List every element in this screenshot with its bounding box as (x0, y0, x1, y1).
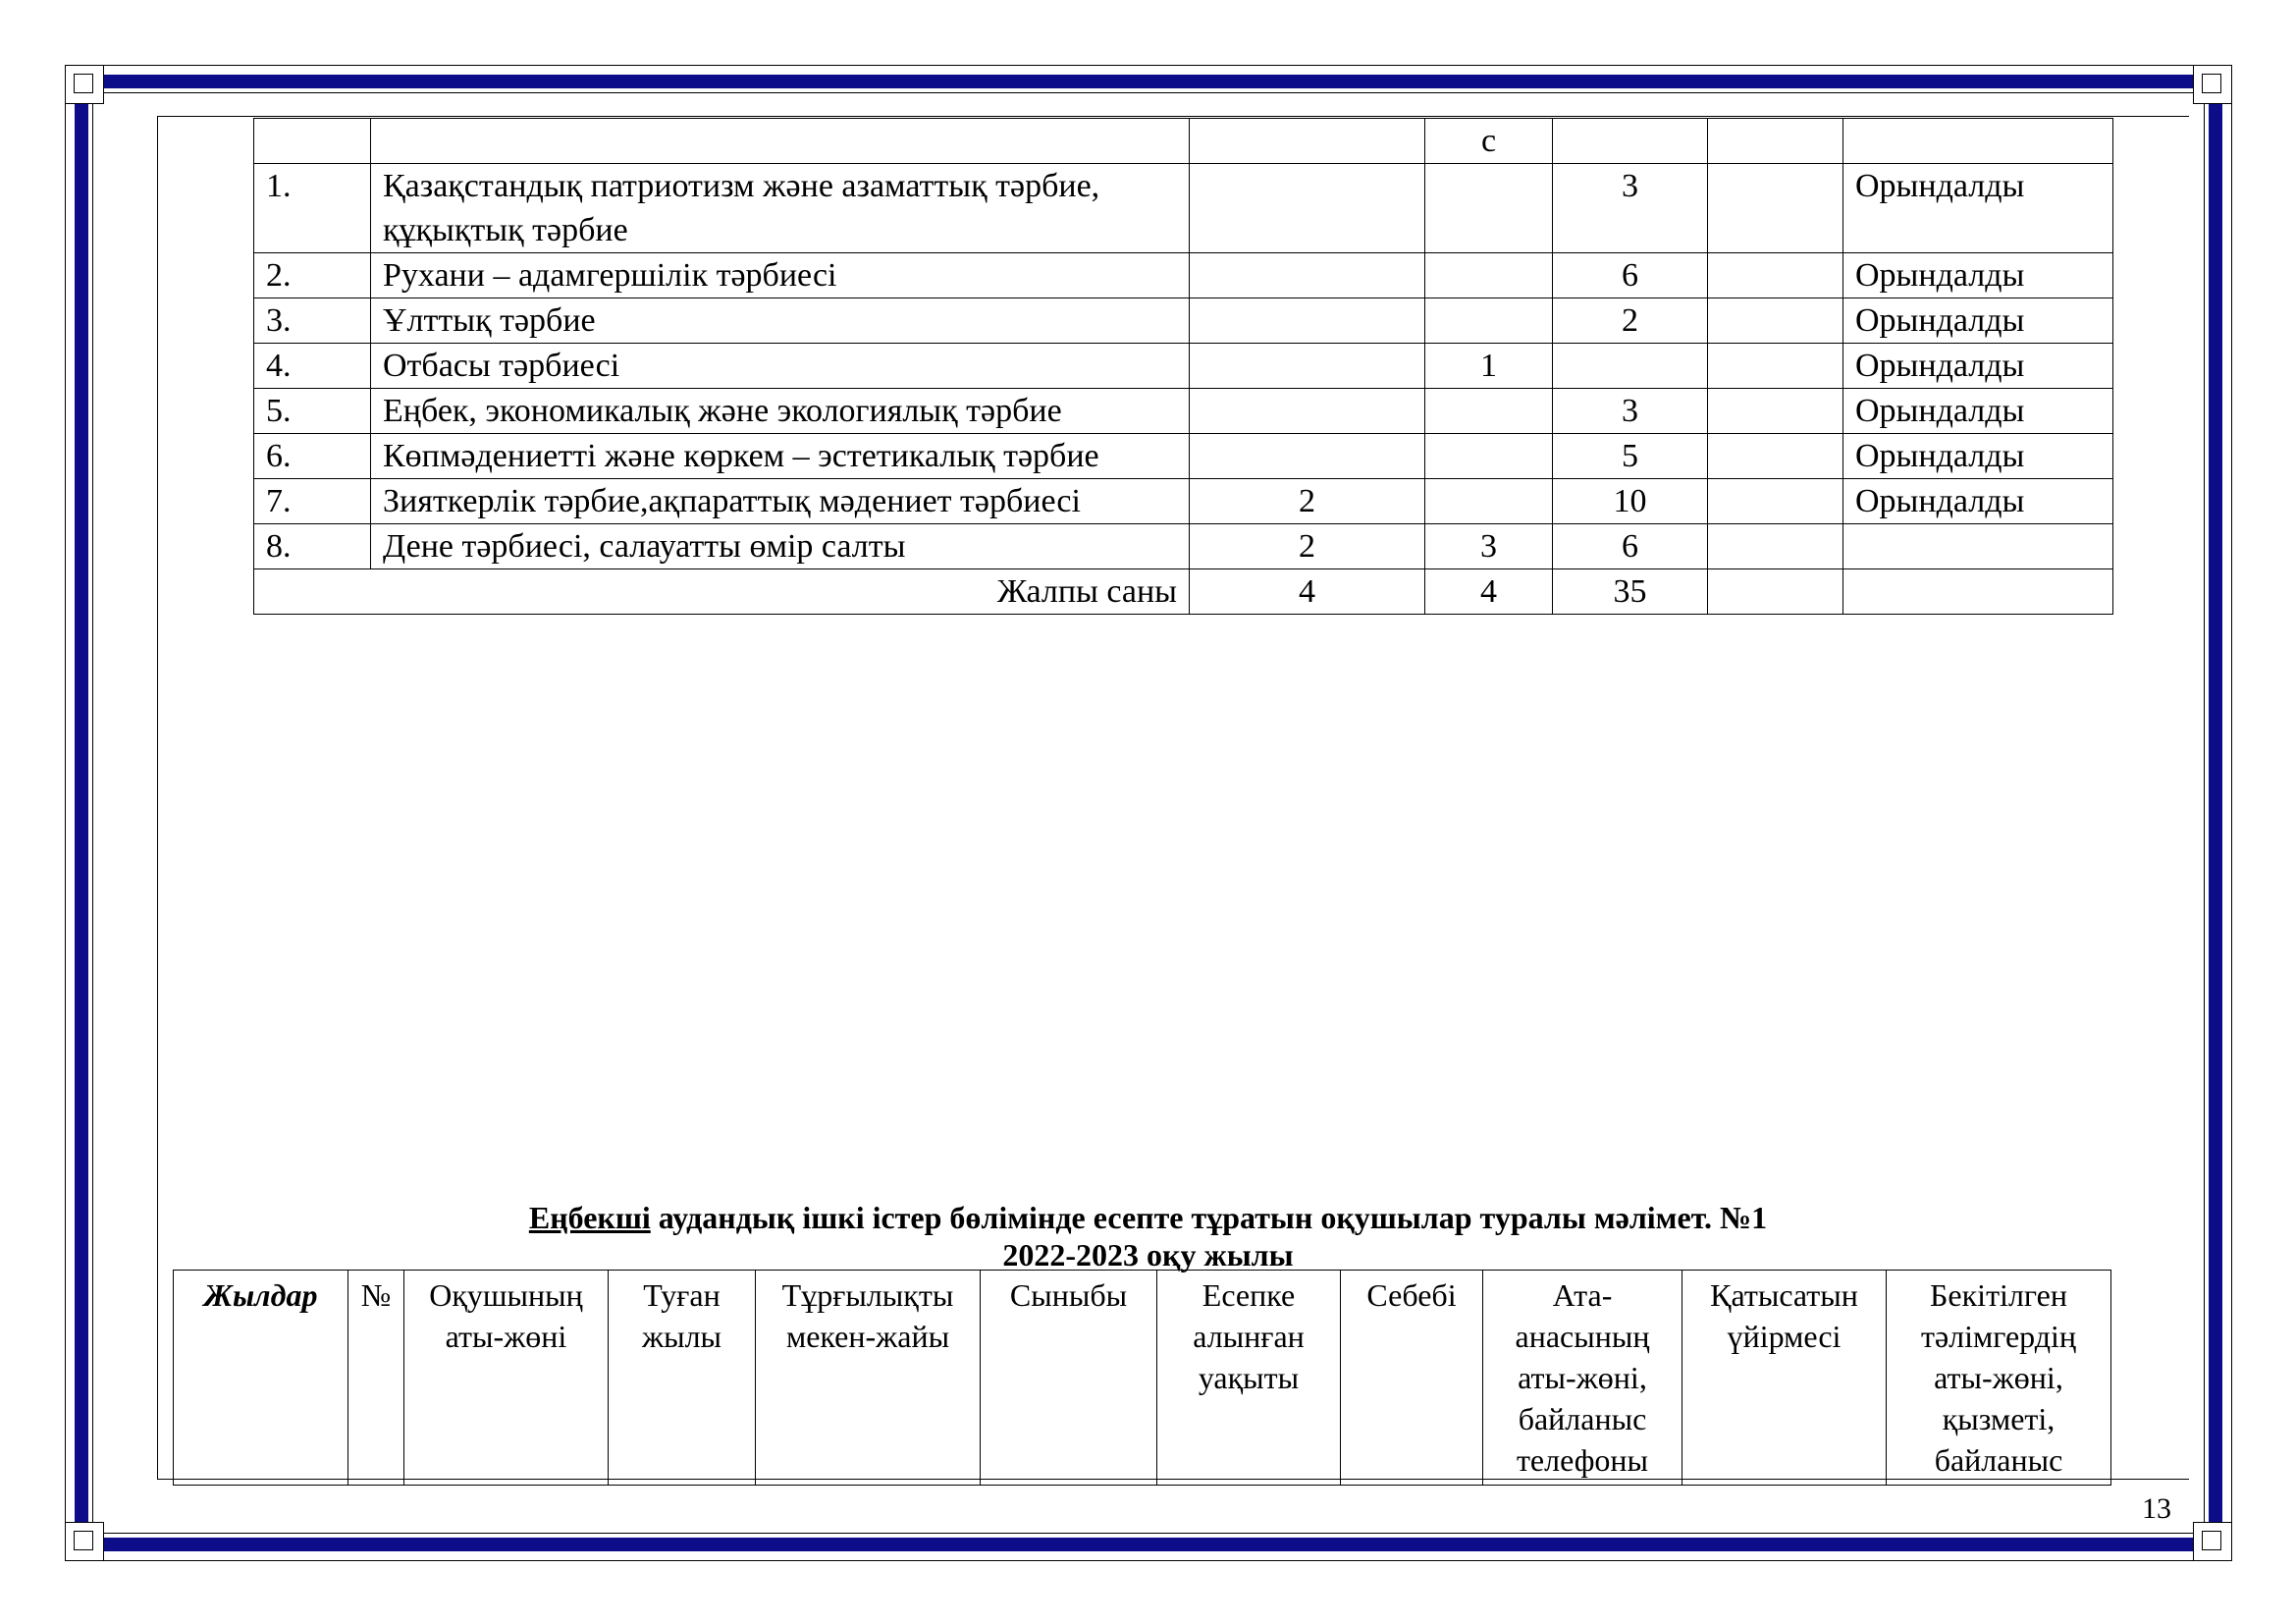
frame-corner-ornament (2193, 65, 2232, 104)
frame-corner-ornament (65, 1522, 104, 1561)
row-value (1708, 434, 1843, 479)
header-cell (254, 119, 371, 164)
table-row (254, 479, 2113, 524)
header-cell (1553, 119, 1708, 164)
row-name: Рухани – адамгершілік тәрбиесі (371, 253, 1190, 298)
frame-corner-ornament (65, 65, 104, 104)
section-title (0, 1198, 2296, 1237)
header-birth-year: Туған жылы (609, 1271, 756, 1486)
table-row (254, 434, 2113, 479)
row-name: Қазақстандық патриотизм және азаматтық тәрбие, құқықтық тәрбие (371, 164, 1190, 253)
frame-corner-ornament (2193, 1522, 2232, 1561)
row-value (1708, 344, 1843, 389)
section-title-underlined: Еңбекші (528, 1200, 651, 1235)
header-number: № (348, 1271, 404, 1486)
row-name: Еңбек, экономикалық және экологиялық тәрбие (371, 389, 1190, 434)
row-value (1708, 479, 1843, 524)
header-cell (371, 119, 1190, 164)
row-value: 5 (1553, 434, 1708, 479)
row-value: 1 (1425, 344, 1553, 389)
row-value: 2 (1190, 479, 1425, 524)
total-status (1843, 569, 2113, 615)
row-value (1190, 164, 1425, 253)
table-row (254, 344, 2113, 389)
row-number: 4. (254, 344, 371, 389)
row-value (1425, 479, 1553, 524)
row-value (1190, 434, 1425, 479)
row-name: Дене тәрбиесі, салауатты өмір салты (371, 524, 1190, 569)
row-value (1190, 253, 1425, 298)
row-number: 3. (254, 298, 371, 344)
header-reason: Себебі (1341, 1271, 1483, 1486)
header-class: Сыныбы (981, 1271, 1157, 1486)
row-name: Көпмәдениетті және көркем – эстетикалық тәрбие (371, 434, 1190, 479)
row-value: 6 (1553, 524, 1708, 569)
total-value: 35 (1553, 569, 1708, 615)
header-years: Жылдар (174, 1271, 348, 1486)
total-value: 4 (1425, 569, 1553, 615)
row-status: Орындалды (1843, 434, 2113, 479)
total-label: Жалпы саны (254, 569, 1190, 615)
page-number: 13 (2142, 1492, 2171, 1525)
row-value (1190, 389, 1425, 434)
row-status: Орындалды (1843, 479, 2113, 524)
row-status: Орындалды (1843, 389, 2113, 434)
row-status (1843, 524, 2113, 569)
row-value: 10 (1553, 479, 1708, 524)
header-cell (1190, 119, 1425, 164)
section-title-rest: аудандық ішкі істер бөлімінде есепте тұратын оқушылар туралы мәлімет. №1 (650, 1200, 1768, 1235)
section-subtitle: 2022-2023 оқу жылы (1002, 1237, 1294, 1272)
row-value: 6 (1553, 253, 1708, 298)
row-value (1708, 253, 1843, 298)
row-number: 1. (254, 164, 371, 253)
table-row (254, 389, 2113, 434)
row-number: 8. (254, 524, 371, 569)
header-club: Қатысатын үйірмесі (1682, 1271, 1887, 1486)
row-value (1190, 344, 1425, 389)
row-value: 2 (1553, 298, 1708, 344)
row-value (1190, 298, 1425, 344)
row-number: 5. (254, 389, 371, 434)
table-header-row (174, 1271, 2111, 1486)
header-mentor: Бекітілген тәлімгердің аты-жөні, қызметі, байланыс (1887, 1271, 2111, 1486)
row-number: 2. (254, 253, 371, 298)
row-value (1553, 344, 1708, 389)
header-student-name: Оқушының аты-жөні (404, 1271, 609, 1486)
row-value (1708, 524, 1843, 569)
row-status: Орындалды (1843, 344, 2113, 389)
row-value: 3 (1425, 524, 1553, 569)
row-value: 2 (1190, 524, 1425, 569)
header-address: Тұрғылықты мекен-жайы (756, 1271, 981, 1486)
education-work-table (253, 118, 2113, 615)
row-value (1708, 389, 1843, 434)
header-registered-time: Есепке алынған уақыты (1157, 1271, 1341, 1486)
row-value (1425, 298, 1553, 344)
row-status: Орындалды (1843, 253, 2113, 298)
total-row (254, 569, 2113, 615)
table-row (254, 524, 2113, 569)
table-row (254, 298, 2113, 344)
row-value (1425, 164, 1553, 253)
header-cell (1843, 119, 2113, 164)
header-cell (1708, 119, 1843, 164)
row-value (1425, 389, 1553, 434)
total-value (1708, 569, 1843, 615)
total-value: 4 (1190, 569, 1425, 615)
content-margin-line (157, 116, 2189, 117)
row-value (1425, 253, 1553, 298)
row-status: Орындалды (1843, 164, 2113, 253)
row-value: 3 (1553, 389, 1708, 434)
header-parents: Ата-анасының аты-жөні, байланыс телефоны (1483, 1271, 1682, 1486)
row-value (1425, 434, 1553, 479)
row-value (1708, 298, 1843, 344)
row-value: 3 (1553, 164, 1708, 253)
students-registry-table (173, 1270, 2111, 1486)
table-row (254, 164, 2113, 253)
row-name: Ұлттық тәрбие (371, 298, 1190, 344)
table-row (254, 253, 2113, 298)
row-number: 7. (254, 479, 371, 524)
row-name: Зияткерлік тәрбие,ақпараттық мәдениет тәрбиесі (371, 479, 1190, 524)
row-number: 6. (254, 434, 371, 479)
row-value (1708, 164, 1843, 253)
row-status: Орындалды (1843, 298, 2113, 344)
row-name: Отбасы тәрбиесі (371, 344, 1190, 389)
header-cell: с (1425, 119, 1553, 164)
table-header-row (254, 119, 2113, 164)
